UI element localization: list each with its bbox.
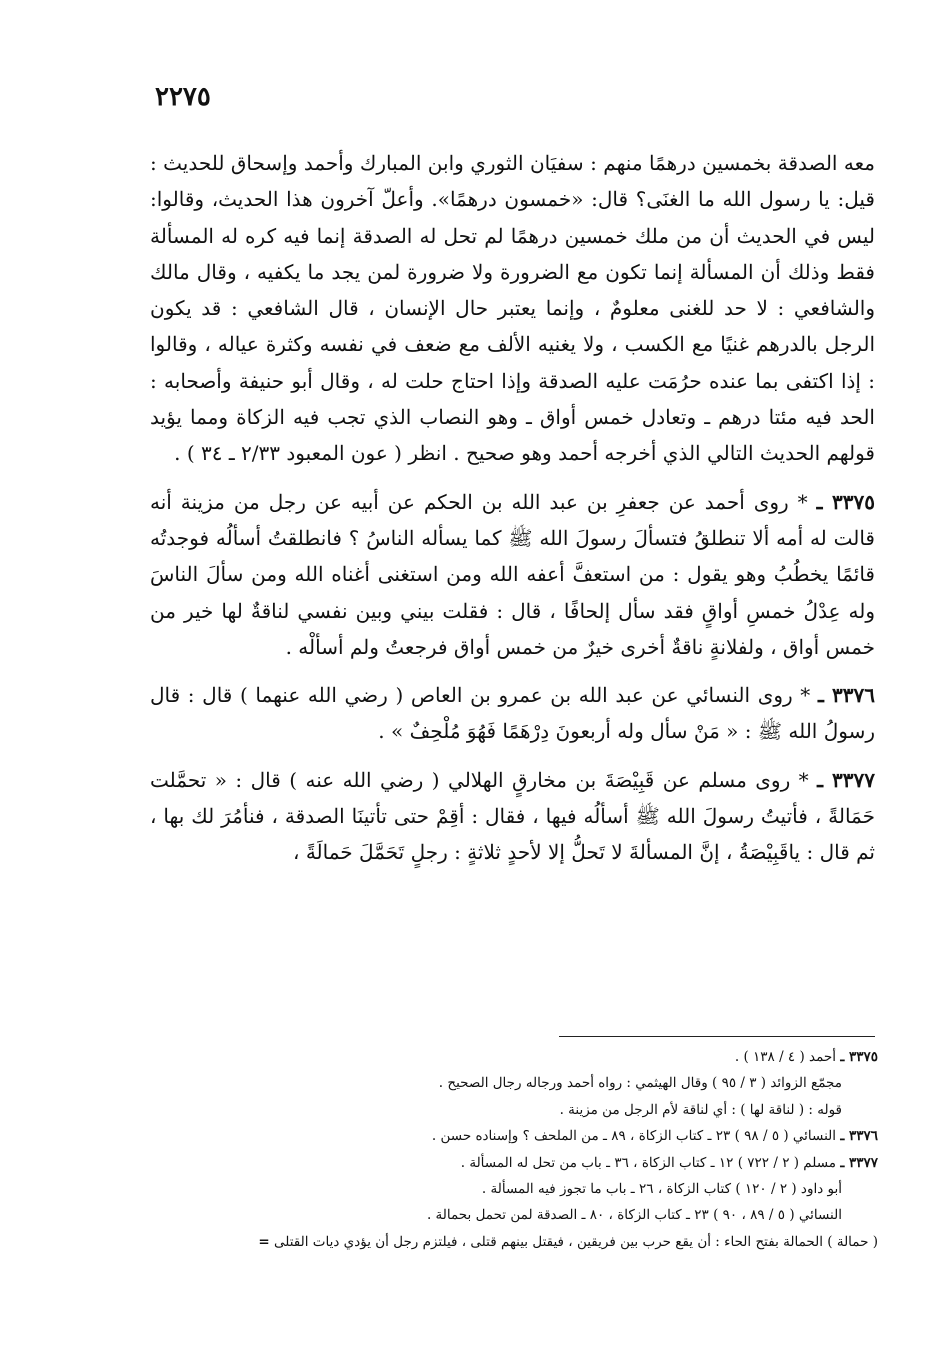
footnote-line: أبو داود ( ٢ / ١٢٠ ) كتاب الزكاة ، ٢٦ ـ باب ما تجوز فيه المسألة . bbox=[481, 1181, 842, 1198]
footnote-text: ( حمالة ) الحمالة بفتح الحاء : أن يقع حرب بين فريقين ، فيقتل بينهم قتلى ، فيلتزم رجل أن يؤدي ديات القتلى bbox=[274, 1233, 878, 1250]
footnote-gloss bbox=[150, 1229, 878, 1255]
hadith-number: ٣٣٧٧ ـ bbox=[817, 767, 875, 792]
footnote-3377 bbox=[150, 1150, 878, 1176]
footnote-number: ٣٣٧٧ ـ bbox=[840, 1154, 878, 1171]
footnote-line: قوله : ( لناقة لها ) : أي لناقة لأم الرجل من مزينة . bbox=[559, 1101, 842, 1118]
hadith-text: * روى النسائي عن عبد الله بن عمرو بن العاص ( رضي الله عنهما ) قال : قال رسولُ الله ﷺ : « مَنْ سأل وله أربعونَ دِرْهَمًا فَهُوَ مُلْحِفٌ » . bbox=[150, 683, 875, 744]
footnote-divider bbox=[559, 1036, 875, 1037]
paragraph-commentary: معه الصدقة بخمسين درهمًا منهم : سفيَان الثوري وابن المبارك وأحمد وإسحاق للحديث : قيل: يا رسول الله ما الغنَى؟ قال: «خمسون درهمًا». وأعلّ آخرون هذا الحديث، وقالوا: ليس في الحديث أن من ملك خمسين درهمًا لم تحل له الصدقة إنما فيه كره له المسألة فقط وذلك أن المسألة إنما تكون مع الضرورة ولا ضرورة لمن يجد ما يكفيه ، وقال مالك والشافعي : لا حد للغنى معلومٌ ، وإنما يعتبر حال الإنسان ، قال الشافعي : قد يكون الرجل بالدرهم غنيًا مع الكسب ، ولا يغنيه الألف مع ضعف في نفسه وكثرة عياله ، وقالوا : إذا اكتفى بما عنده حرُمَت عليه الصدقة وإذا احتاج حلت له ، وقال أبو حنيفة وأصحابه : الحد فيه مئتا درهم ـ وتعادل خمس أواق ـ وهو النصاب الذي تجب فيه الزكاة ومما يؤيد قولهم الحديث التالي الذي أخرجه أحمد وهو صحيح . انظر ( عون المعبود ٢/٣٣ ـ ٣٤ ) . bbox=[150, 151, 875, 466]
footnote-number: ٣٣٧٦ ـ bbox=[840, 1128, 878, 1145]
footnote-3376 bbox=[150, 1123, 878, 1149]
hadith-number: ٣٣٧٥ ـ bbox=[816, 489, 875, 514]
footnotes bbox=[150, 1044, 878, 1255]
page-number: ٢٢٧٥ bbox=[155, 82, 211, 112]
footnote-line: النسائي ( ٥ / ٨٩ ، ٩٠ ) ٢٣ ـ كتاب الزكاة ، ٨٠ ـ الصدقة لمن تحمل بحمالة . bbox=[426, 1207, 842, 1224]
hadith-text: * روى مسلم عن قَبِيْصَةَ بن مخارقٍ الهلالي ( رضي الله عنه ) قال : « تحمَّلت حَمَالةً ، فأتيتُ رسولَ الله ﷺ أسألُه فيها ، فقال : أقِمْ حتى تأتينَا الصدقة ، فنأمُرَ لك بها ، ثم قال : ياقَبِيْصَةُ ، إنَّ المسألةَ لا تَحلُّ إلا لأحدٍ ثلاثةٍ : رجلٍ تَحَمَّلَ حَمالَةً ، bbox=[150, 767, 875, 865]
footnote-number: ٣٣٧٥ ـ bbox=[840, 1049, 878, 1065]
hadith-3376 bbox=[150, 677, 875, 750]
footnote-text: مسلم ( ٢ / ٧٢٢ ) ١٢ ـ كتاب الزكاة ، ٣٦ ـ باب من تحل له المسألة . bbox=[460, 1154, 841, 1171]
hadith-number: ٣٣٧٦ ـ bbox=[817, 683, 875, 708]
footnote-text: أحمد ( ٤ / ١٣٨ ) . bbox=[734, 1049, 841, 1065]
hadith-3375 bbox=[150, 484, 875, 665]
hadith-text: * روى أحمد عن جعفرِ بن عبد الله بن الحكم عن أبيه عن رجل من مزينة أنه قالت له أمه ألا تنطلقُ فتسألَ رسولَ الله ﷺ كما يسأله الناسُ ؟ فانطلقتُ أسألُه فوجدتُه قائمًا يخطُبُ وهو يقول : من استعفَّ أعفه الله ومن استغنى أغناه الله ومن سألَ الناسَ وله عِدْلُ خمسِ أواقٍ فقد سأل إلحافًا ، قال : فقلت بيني وبين نفسي لناقةٌ لها خير من خمس أواق ، ولفلانةٍ ناقةٌ أخرى خيرٌ من خمس أواق فرجعتُ ولم أسألْه . bbox=[150, 489, 875, 659]
footnote-line: مجمّع الزوائد ( ٣ / ٩٥ ) وقال الهيثمي : رواه أحمد ورجاله رجال الصحيح . bbox=[438, 1075, 842, 1092]
footnote-text: النسائي ( ٥ / ٩٨ ) ٢٣ ـ كتاب الزكاة ، ٨٩ ـ من الملحف ؟ وإسناده حسن . bbox=[431, 1128, 841, 1145]
hadith-3377 bbox=[150, 762, 875, 871]
continuation-mark: = bbox=[258, 1233, 270, 1250]
footnote-3375 bbox=[150, 1044, 878, 1070]
main-text bbox=[150, 145, 875, 883]
